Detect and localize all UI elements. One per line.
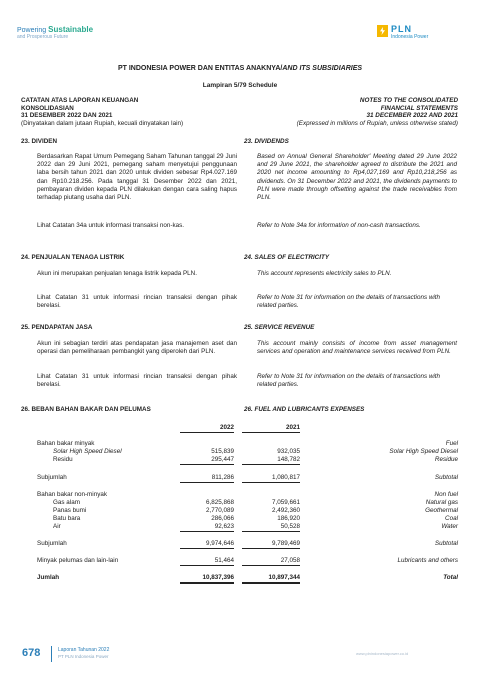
footer-divider: [51, 646, 52, 662]
row-subtotal2-label-en: Subtotal: [434, 540, 458, 547]
schedule-label: Lampiran 5/79 Schedule: [202, 82, 278, 89]
row-water-label: Air: [53, 523, 61, 530]
row-subtotal1-2021: 1,080,817: [242, 474, 300, 483]
caption-right-l4: (Expressed in millions of Rupiah, unless otherwise stated): [296, 119, 458, 127]
row-geothermal-label-en: Geothermal: [425, 507, 458, 514]
tagline-part2: Sustainable: [48, 25, 94, 34]
row-total-2022: 10,837,396: [180, 574, 234, 584]
row-hsd-label-en: Solar High Speed Diesel: [389, 448, 458, 455]
tagline-part1: Powering: [17, 27, 49, 34]
sec24-p1-en: This account represents electricity sales to PLN.: [257, 270, 392, 277]
row-lubricants-2021: 27,058: [242, 557, 300, 566]
row-total-label: Jumlah: [37, 574, 60, 581]
sec24-title-en: 24. SALES OF ELECTRICITY: [244, 254, 330, 261]
row-subtotal1-label: Subjumlah: [37, 474, 67, 481]
row-hsd-label: Solar High Speed Diesel: [53, 448, 122, 455]
sec25-p2-id: Lihat Catatan 31 untuk informasi rincian transaksi dengan pihak berelasi.: [37, 373, 237, 389]
row-nonfuel-label: Bahan bakar non-minyak: [37, 491, 108, 498]
sec23-p2-en: Refer to Note 34a for information of non-cash transactions.: [257, 222, 421, 229]
row-subtotal2-label: Subjumlah: [37, 540, 67, 547]
sec24-p2-en: Refer to Note 31 for information on the details of transactions with related parties.: [257, 294, 441, 310]
caption-left-l4: (Dinyatakan dalam jutaan Rupiah, kecuali dinyatakan lain): [21, 119, 184, 127]
footer-company: PT PLN Indonesia Power: [58, 654, 109, 659]
row-water-label-en: Water: [441, 523, 458, 530]
row-coal-label: Batu bara: [53, 515, 81, 522]
row-lubricants-2022: 51,464: [180, 557, 234, 566]
page-number: 678: [22, 647, 41, 659]
sec24-p1-id: Akun ini merupakan penjualan tenaga listrik kepada PLN.: [37, 270, 197, 277]
sec26-title-en: 26. FUEL AND LUBRICANTS EXPENSES: [244, 406, 365, 413]
sec26-title-id: 26. BEBAN BAHAN BAKAR DAN PELUMAS: [21, 406, 151, 413]
row-subtotal2-2021: 9,789,469: [242, 540, 300, 549]
row-residue-label-en: Residue: [434, 456, 458, 463]
row-lubricants-label-en: Lubricants and others: [397, 557, 458, 564]
row-nonfuel-label-en: Non fuel: [434, 491, 458, 498]
row-lubricants-label: Minyak pelumas dan lain-lain: [37, 557, 119, 564]
row-gas-2021: 7,059,661: [271, 499, 300, 506]
brand-tagline-sub: and Prosperous Future: [17, 34, 69, 40]
sec23-p1-id: Berdasarkan Rapat Umum Pemegang Saham Tahunan tanggal 29 Juni 2022 dan 29 Juni 2021, pemegang saham menyetujui penggunaan laba bersih tahun 2021 dan 2020 untuk dividen sebesar Rp4.027.169 dan Rp10.218.256. Pada tanggal 31 Desember 2022 dan 2021, pembayaran dividen kepada PLN dilakukan dengan cara saling hapus terhadap piutang usaha dari PLN.: [37, 153, 237, 202]
row-coal-2021: 186,920: [277, 515, 300, 522]
row-hsd-2021: 932,035: [277, 448, 300, 455]
row-total-label-en: Total: [443, 574, 458, 581]
company-name-id: PT INDONESIA POWER DAN ENTITAS ANAKNYA/: [117, 65, 283, 72]
caption-right-l2: FINANCIAL STATEMENTS: [380, 104, 458, 112]
row-geothermal-2021: 2,492,360: [271, 507, 300, 514]
col-header-2022: 2022: [180, 424, 234, 433]
row-gas-2022: 6,825,868: [205, 499, 234, 506]
row-water-2022: 92,623: [180, 523, 234, 532]
caption-right-l1: NOTES TO THE CONSOLIDATED: [359, 97, 458, 104]
caption-right: [230, 97, 458, 127]
row-coal-label-en: Coal: [445, 515, 458, 522]
logo-sub: Indonesia Power: [391, 34, 429, 40]
row-geothermal-2022: 2,770,089: [205, 507, 234, 514]
sec24-title-id: 24. PENJUALAN TENAGA LISTRIK: [21, 254, 125, 261]
company-title: [0, 65, 480, 72]
lightning-icon: [377, 25, 388, 37]
company-name-en: AND ITS SUBSIDIARIES: [282, 65, 363, 72]
row-gas-label-en: Natural gas: [425, 499, 458, 506]
row-coal-2022: 286,066: [211, 515, 234, 522]
footer-url: www.plnindonesiapower.co.id: [356, 651, 409, 656]
row-fuel-label: Bahan bakar minyak: [37, 440, 95, 447]
footer-report-title: Laporan Tahunan 2022: [58, 647, 110, 653]
row-residue-2021: 148,782: [242, 456, 300, 465]
col-header-2021: 2021: [242, 424, 300, 433]
sec23-title-id: 23. DIVIDEN: [21, 138, 58, 145]
row-water-2021: 50,528: [242, 523, 300, 532]
logo-name: PLN: [391, 24, 412, 34]
sec25-title-id: 25. PENDAPATAN JASA: [21, 324, 93, 331]
row-fuel-label-en: Fuel: [445, 440, 458, 447]
sec23-title-en: 23. DIVIDENDS: [244, 138, 289, 145]
sec25-p1-id: Akun ini sebagian terdiri atas pendapatan jasa manajemen aset dan operasi dan pemeliharaan pembangkit yang diperoleh dari PLN.: [37, 340, 237, 356]
caption-left-l2: KONSOLIDASIAN: [21, 104, 74, 112]
sec25-title-en: 25. SERVICE REVENUE: [244, 324, 315, 331]
sec25-p2-en: Refer to Note 31 for information on the details of transactions with related parties.: [257, 373, 441, 389]
sec23-p2-id: Lihat Catatan 34a untuk informasi transaksi non-kas.: [37, 222, 185, 229]
row-subtotal2-2022: 9,974,646: [180, 540, 234, 549]
row-subtotal1-label-en: Subtotal: [434, 474, 458, 481]
sec23-p1-en: Based on Annual General Shareholder' Meeting dated 29 June 2022 and 29 June 2021, the shareholder agreed to distribute the 2021 and 2020 net income amounting to Rp4,027,169 and Rp10,218,256 as dividends. On 31 December 2022 and 2021, the dividends payments to PLN were made through offsetting against the trade receivables from PLN.: [257, 153, 457, 202]
pln-logo: [377, 25, 428, 41]
row-total-2021: 10,897,344: [242, 574, 300, 584]
sec24-p2-id: Lihat Catatan 31 untuk informasi rincian transaksi dengan pihak berelasi.: [37, 294, 237, 310]
row-gas-label: Gas alam: [53, 499, 80, 506]
caption-left-l3: 31 DESEMBER 2022 DAN 2021: [21, 112, 113, 119]
sec25-p1-en: This account mainly consists of income from asset management services and operation and maintenance services received from PLN.: [257, 340, 457, 356]
caption-right-l3: 31 DECEMBER 2022 AND 2021: [366, 112, 458, 119]
row-hsd-2022: 515,839: [211, 448, 234, 455]
caption-left: [21, 97, 241, 127]
row-subtotal1-2022: 811,286: [180, 474, 234, 483]
caption-left-l1: CATATAN ATAS LAPORAN KEUANGAN: [21, 97, 139, 104]
row-residue-2022: 295,447: [180, 456, 234, 465]
row-residue-label: Residu: [53, 456, 73, 463]
row-geothermal-label: Panas bumi: [53, 507, 87, 514]
